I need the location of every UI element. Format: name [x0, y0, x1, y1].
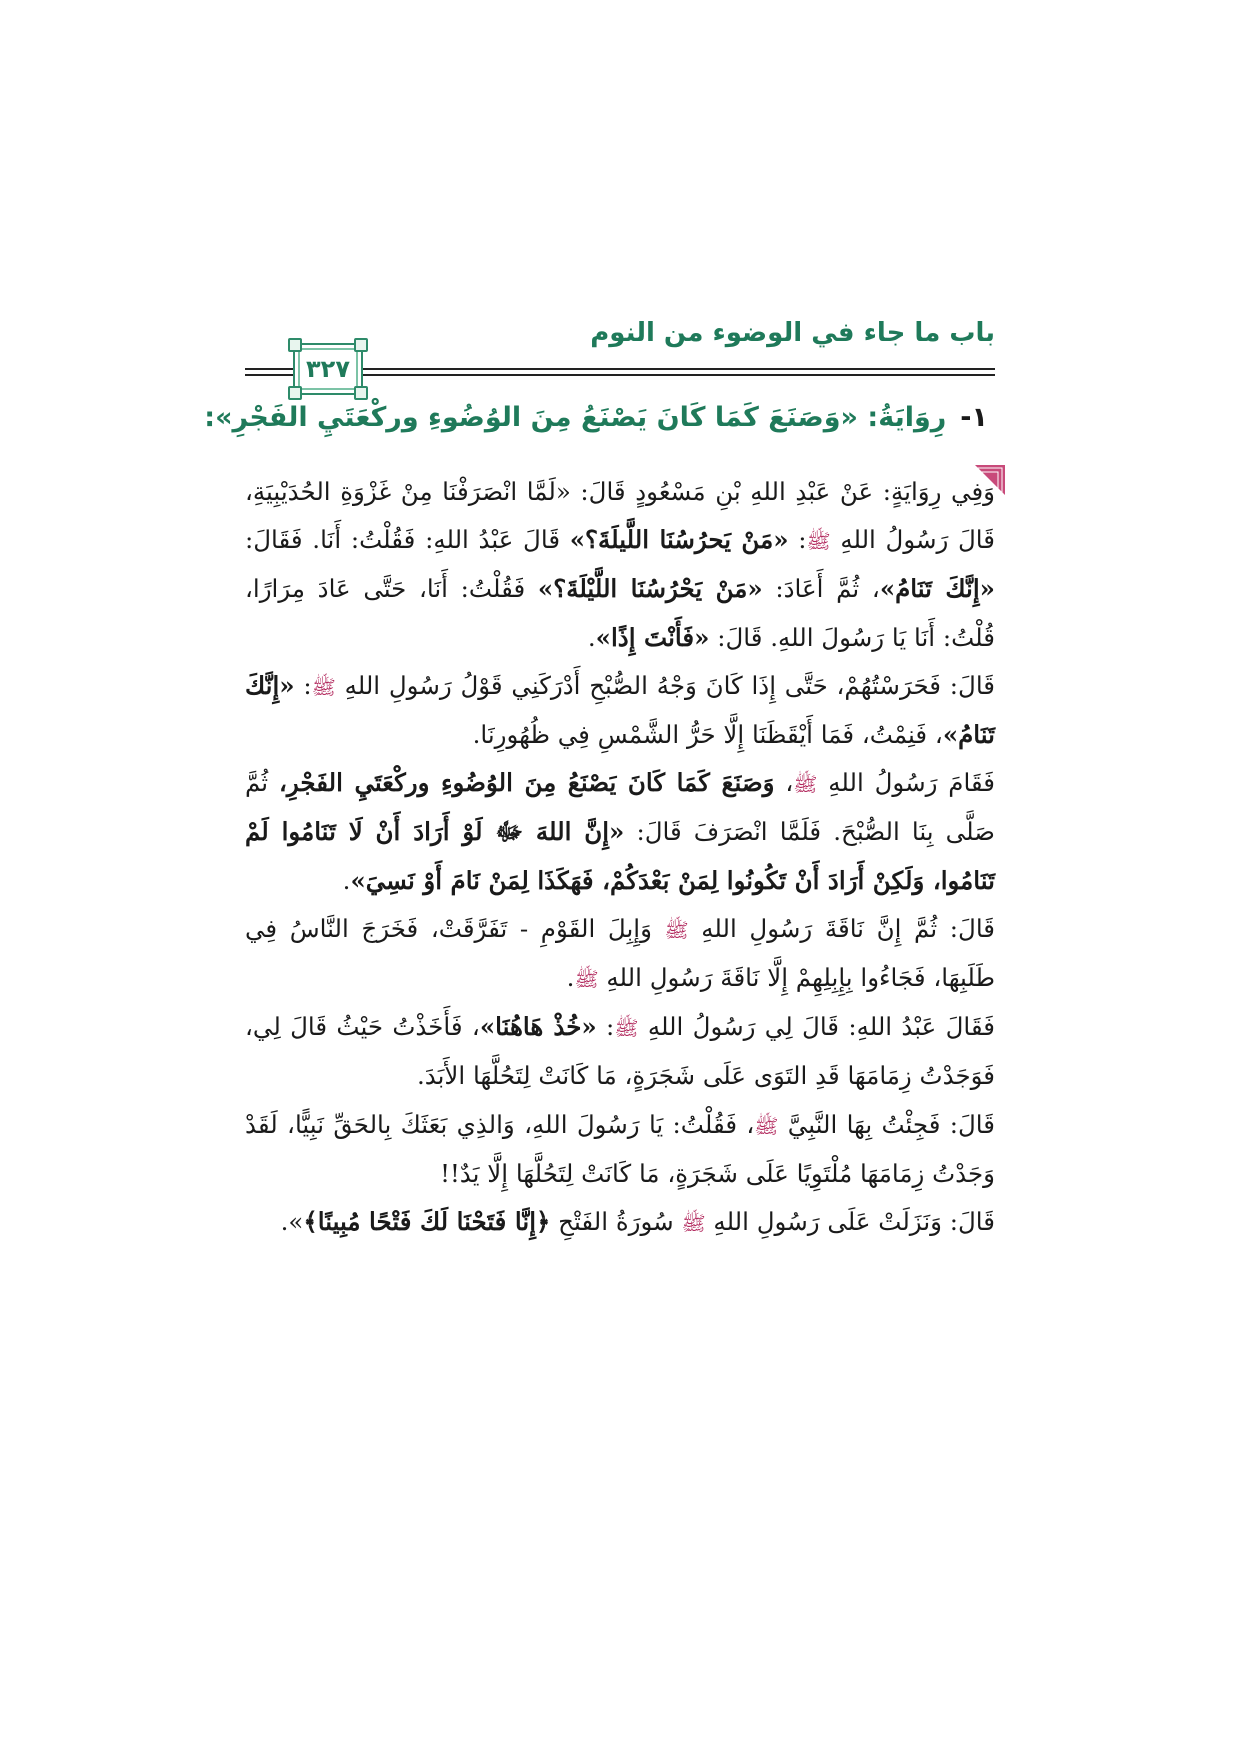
honorific-icon: ﷺ [311, 674, 336, 699]
text-run: فَقَامَ رَسُولُ اللهِ [817, 768, 996, 798]
honorific-icon: ﷺ [806, 529, 831, 554]
text-run: قَالَ عَبْدُ اللهِ: فَقُلْتُ: أَنَا. فَقَالَ: [245, 525, 570, 555]
chapter-title: باب ما جاء في الوضوء من النوم [590, 318, 995, 348]
text-run: ». [280, 1207, 304, 1237]
badge-ornament [354, 386, 368, 400]
text-run: : [294, 670, 312, 700]
paragraph [245, 759, 995, 905]
quoted-speech: «فَأَنْتَ إِذًا» [595, 622, 710, 652]
paragraph [245, 662, 995, 759]
text-run: ، ثُمَّ أَعَادَ: [762, 574, 880, 604]
quoted-speech: وَصَنَعَ كَمَا كَانَ يَصْنَعُ مِنَ الوُضُوءِ وركْعَتَيِ الفَجْرِ، [278, 768, 775, 798]
text-run: : [788, 525, 807, 555]
text-run: ، فَأَخَذْتُ حَيْثُ قَالَ لِي، فَوَجَدْتُ زِمَامَهَا قَدِ التَوَى عَلَى شَجَرَةٍ، مَا كَانَتْ لِتَحُلَّهَا الأَبَدَ. [245, 1012, 995, 1091]
text-run: قَالَ: فَحَرَسْتُهُمْ، حَتَّى إِذَا كَانَ وَجْهُ الصُّبْحِ أَدْرَكَنِي قَوْلُ رَسُولِ اللهِ [335, 670, 995, 700]
text-run: وَفِي رِوَايَةٍ: عَنْ عَبْدِ اللهِ بْنِ مَسْعُودٍ قَالَ: «لَمَّا انْصَرَفْنَا مِنْ غَزْوَةِ الحُدَيْبِيَةِ، قَالَ رَسُولُ اللهِ [245, 477, 995, 555]
text-run: وَإِبِلَ القَوْمِ - تَفَرَّقَتْ، فَخَرَجَ النَّاسُ فِي طَلَبِهَا، فَجَاءُوا بِإِبِلِهِمْ إِلَّا نَاقَةَ رَسُولِ اللهِ [245, 913, 995, 993]
text-run: قَالَ: ثُمَّ إِنَّ نَاقَةَ رَسُولِ اللهِ [688, 913, 995, 943]
quoted-speech: «خُذْ هَاهُنَا» [479, 1012, 597, 1042]
quoted-speech: «إِنَّ اللهَ ﷻ لَوْ أَرَادَ أَنْ لَا تَنَامُوا لَمْ تَنَامُوا، وَلَكِنْ أَرَادَ أَنْ تَكُونُوا لِمَنْ بَعْدَكُمْ، فَهَكَذَا لِمَنْ نَامَ أَوْ نَسِيَ» [245, 817, 995, 895]
quoted-speech: «إِنَّكَ تَنَامُ» [245, 670, 995, 750]
paragraph [245, 905, 995, 1003]
text-run: قَالَ: وَنَزَلَتْ عَلَى رَسُولِ اللهِ [705, 1207, 995, 1237]
quoted-speech: «إِنَّكَ تَنَامُ» [879, 574, 995, 604]
quoted-speech: ﴿إِنَّا فَتَحْنَا لَكَ فَتْحًا مُبِينًا﴾ [303, 1207, 551, 1237]
honorific-icon: ﷺ [793, 772, 818, 797]
text-run: فَقُلْتُ: أَنَا، حَتَّى عَادَ مِرَارًا، قُلْتُ: أَنَا يَا رَسُولَ اللهِ. قَالَ: [245, 574, 995, 652]
page-number: ٣٢٧ [306, 355, 350, 383]
text-run: . [342, 865, 351, 895]
text-run: فَقَالَ عَبْدُ اللهِ: قَالَ لِي رَسُولُ اللهِ [638, 1012, 996, 1042]
text-run: . [587, 622, 596, 652]
paragraph [245, 1003, 995, 1100]
honorific-icon: ﷺ [574, 967, 599, 992]
page-number-badge [293, 343, 363, 395]
paragraph [245, 1198, 995, 1247]
badge-ornament [288, 386, 302, 400]
text-run: . [566, 963, 575, 993]
main-text [245, 468, 995, 1247]
badge-ornament [354, 338, 368, 352]
paragraph [245, 1101, 995, 1198]
paragraph [245, 468, 995, 662]
text-run: قَالَ: فَجِئْتُ بِهَا النَّبِيَّ [778, 1109, 995, 1139]
badge-ornament [288, 338, 302, 352]
text-run: : [596, 1012, 615, 1042]
quoted-speech: «مَنْ يَحرُسُنَا اللَّيلَةَ؟» [569, 525, 789, 555]
text-run: ، فَنِمْتُ، فَمَا أَيْقَظَنَا إِلَّا حَرُّ الشَّمْسِ فِي ظُهُورِنَا. [472, 720, 943, 750]
text-run: سُورَةُ الفَتْحِ [550, 1207, 682, 1237]
text-run: ، فَقُلْتُ: يَا رَسُولَ اللهِ، وَالذِي بَعَثَكَ بِالحَقِّ نَبِيًّا، لَقَدْ وَجَدْتُ زِمَامَهَا مُلْتَوِيًا عَلَى شَجَرَةٍ، مَا كَانَتْ لِتَحُلَّهَا إِلَّا يَدٌ!! [245, 1109, 995, 1188]
quoted-speech: «مَنْ يَحْرُسُنَا اللَّيْلَةَ؟» [537, 574, 763, 604]
text-run: ثُمَّ صَلَّى بِنَا الصُّبْحَ. فَلَمَّا انْصَرَفَ قَالَ: [245, 768, 995, 847]
honorific-icon: ﷺ [664, 917, 689, 942]
section-number: ١- [960, 402, 988, 433]
text-run: ، [774, 768, 794, 798]
honorific-icon: ﷺ [754, 1113, 779, 1138]
honorific-icon: ﷺ [614, 1016, 639, 1041]
section-heading-text: رِوَايَةُ: «وَصَنَعَ كَمَا كَانَ يَصْنَعُ مِنَ الوُضُوءِ وركْعَتَيِ الفَجْرِ»: [204, 402, 947, 433]
section-heading [204, 402, 988, 433]
honorific-icon: ﷺ [681, 1211, 706, 1236]
